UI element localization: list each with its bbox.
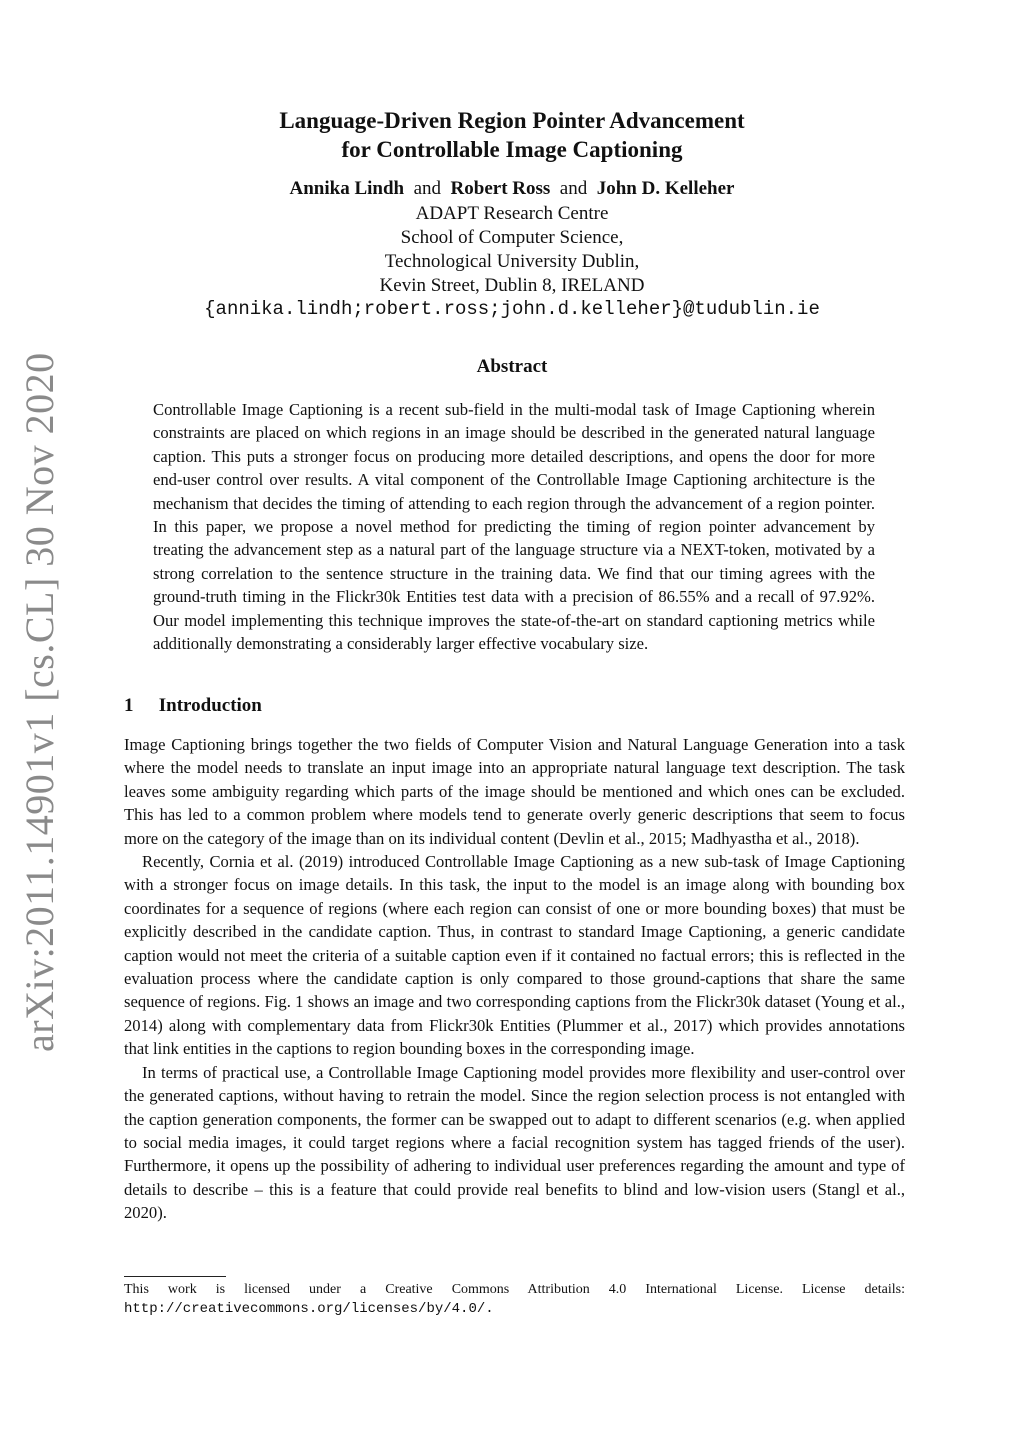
affiliation-line: ADAPT Research Centre: [415, 203, 609, 224]
section-heading: [124, 695, 262, 717]
affiliation-line: School of Computer Science,: [400, 227, 624, 248]
license-link[interactable]: http://creativecommons.org/licenses/by/4.0/.: [124, 1301, 494, 1317]
footnote-text: This work is licensed under a Creative Commons Attribution 4.0 International License. License details:: [124, 1282, 905, 1297]
author-3: John D. Kelleher: [596, 178, 735, 199]
footnote-divider: [124, 1276, 226, 1277]
paragraph: Recently, Cornia et al. (2019) introduced Controllable Image Captioning as a new sub-task of Image Captioning with a stronger focus on image details. In this task, the input to the model is an image along with bounding box coordinates for a sequence of regions (where each region can consist of one or more bounding boxes) that must be explicitly described in the candidate caption. Thus, in contrast to standard Image Captioning, a generic candidate caption would not meet the criteria of a suitable caption even if it contained no factual errors; this is reflected in the evaluation process where the candidate caption is only compared to those ground-captions that share the same sequence of regions. Fig. 1 shows an image and two corresponding captions from the Flickr30k dataset (Young et al., 2014) along with complementary data from Flickr30k Entities (Plummer et al., 2017) which provides annotations that link entities in the captions to region bounding boxes in the corresponding image.: [124, 852, 905, 1059]
section-title: Introduction: [158, 695, 262, 716]
license-footnote: [124, 1280, 905, 1319]
author-separator: and: [413, 178, 442, 199]
section-number: 1: [124, 695, 134, 716]
paragraph: In terms of practical use, a Controllable Image Captioning model provides more flexibility and user-control over the generated captions, without having to retrain the model. Since the region selection process is not entangled with the caption generation components, the former can be swapped out to adapt to different scenarios (e.g. when applied to social media images, it could target regions where a facial recognition system has tagged friends of the user). Furthermore, it opens up the possibility of adhering to individual user preferences regarding the amount and type of details to describe – this is a feature that could provide real benefits to blind and low-vision users (Stangl et al., 2020).: [124, 1062, 905, 1223]
introduction-body: [124, 733, 905, 1225]
author-list: [0, 177, 1024, 201]
title-line-1: Language-Driven Region Pointer Advancement: [279, 108, 745, 133]
arxiv-identifier-stamp: arXiv:2011.14901v1 [cs.CL] 30 Nov 2020: [17, 352, 62, 1052]
author-separator: and: [559, 178, 588, 199]
author-emails: {annika.lindh;robert.ross;john.d.kelleher}@tudublin.ie: [204, 298, 820, 320]
affiliation-block: [0, 202, 1024, 298]
affiliation-line: Kevin Street, Dublin 8, IRELAND: [379, 275, 645, 296]
title-line-2: for Controllable Image Captioning: [341, 137, 683, 162]
author-2: Robert Ross: [450, 178, 551, 199]
paragraph: Image Captioning brings together the two fields of Computer Vision and Natural Language Generation into a task where the model needs to translate an input image into an appropriate natural language text description. The task leaves some ambiguity regarding which parts of the image should be mentioned and which ones can be excluded. This has led to a common problem where models tend to generate overly generic descriptions that seem to focus more on the category of the image than on its individual content (Devlin et al., 2015; Madhyastha et al., 2018).: [124, 735, 905, 848]
abstract-heading: Abstract: [476, 356, 548, 377]
abstract-text: Controllable Image Captioning is a recent sub-field in the multi-modal task of Image Captioning wherein constraints are placed on which regions in an image should be described in the generated natural language caption. This puts a stronger focus on producing more detailed descriptions, and opens the door for more end-user control over results. A vital component of the Controllable Image Captioning architecture is the mechanism that decides the timing of attending to each region through the advancement of a region pointer. In this paper, we propose a novel method for predicting the timing of region pointer advancement by treating the advancement step as a natural part of the language structure via a NEXT-token, motivated by a strong correlation to the sentence structure in the training data. We find that our timing agrees with the ground-truth timing in the Flickr30k Entities test data with a precision of 86.55% and a recall of 97.92%. Our model implementing this technique improves the state-of-the-art on standard captioning metrics while additionally demonstrating a considerably larger effective vocabulary size.: [153, 400, 875, 654]
author-1: Annika Lindh: [289, 178, 405, 199]
affiliation-line: Technological University Dublin,: [384, 251, 640, 272]
paper-title: [0, 106, 1024, 164]
